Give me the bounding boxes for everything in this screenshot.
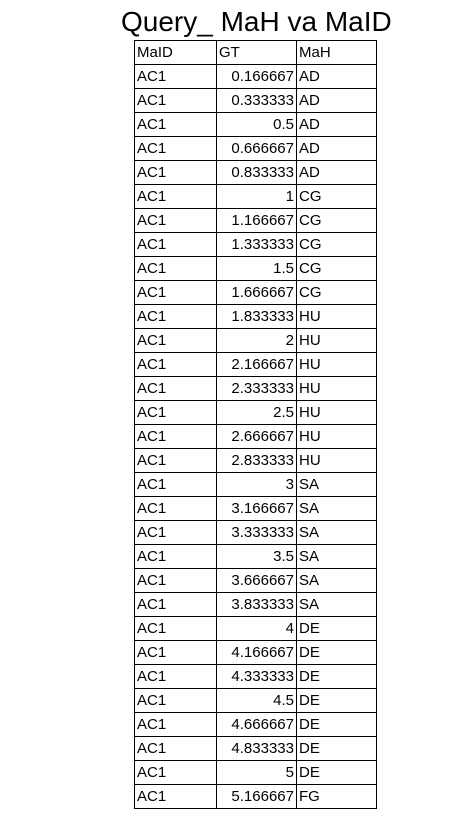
cell-mah: HU [297,425,377,449]
cell-maid: AC1 [135,209,217,233]
cell-gt: 3.666667 [217,569,297,593]
cell-mah: SA [297,473,377,497]
table-row [135,281,377,305]
cell-maid: AC1 [135,689,217,713]
cell-maid: AC1 [135,761,217,785]
table-row [135,209,377,233]
cell-gt: 0.166667 [217,65,297,89]
cell-mah: DE [297,761,377,785]
table-row [135,329,377,353]
cell-mah: AD [297,89,377,113]
cell-maid: AC1 [135,401,217,425]
cell-maid: AC1 [135,665,217,689]
cell-gt: 4 [217,617,297,641]
table-row [135,713,377,737]
table-row [135,473,377,497]
cell-gt: 2.166667 [217,353,297,377]
cell-maid: AC1 [135,593,217,617]
cell-mah: DE [297,713,377,737]
cell-mah: HU [297,353,377,377]
table-row [135,497,377,521]
cell-maid: AC1 [135,425,217,449]
cell-gt: 0.5 [217,113,297,137]
table-row [135,353,377,377]
cell-mah: AD [297,161,377,185]
table-row [135,641,377,665]
cell-gt: 3 [217,473,297,497]
table-row [135,617,377,641]
cell-gt: 4.333333 [217,665,297,689]
cell-mah: CG [297,185,377,209]
cell-maid: AC1 [135,497,217,521]
query-table [134,40,377,809]
cell-mah: SA [297,593,377,617]
cell-gt: 0.333333 [217,89,297,113]
cell-maid: AC1 [135,617,217,641]
cell-maid: AC1 [135,353,217,377]
cell-mah: SA [297,521,377,545]
cell-mah: HU [297,377,377,401]
cell-gt: 2.833333 [217,449,297,473]
cell-maid: AC1 [135,521,217,545]
cell-gt: 1.833333 [217,305,297,329]
cell-mah: DE [297,689,377,713]
cell-gt: 1.666667 [217,281,297,305]
table-row [135,521,377,545]
header-maid: MaID [135,41,217,65]
cell-mah: SA [297,545,377,569]
table-row [135,377,377,401]
table-row [135,737,377,761]
table-row [135,569,377,593]
cell-mah: AD [297,65,377,89]
cell-gt: 2.666667 [217,425,297,449]
cell-gt: 4.666667 [217,713,297,737]
cell-gt: 4.166667 [217,641,297,665]
table-row [135,89,377,113]
cell-maid: AC1 [135,65,217,89]
table-row [135,305,377,329]
cell-mah: AD [297,113,377,137]
header-gt: GT [217,41,297,65]
table-row [135,545,377,569]
cell-maid: AC1 [135,713,217,737]
table-row [135,665,377,689]
table-body [135,41,377,809]
cell-gt: 2.5 [217,401,297,425]
cell-mah: HU [297,329,377,353]
cell-maid: AC1 [135,785,217,809]
cell-maid: AC1 [135,89,217,113]
cell-mah: DE [297,665,377,689]
cell-mah: FG [297,785,377,809]
cell-maid: AC1 [135,305,217,329]
cell-gt: 3.833333 [217,593,297,617]
cell-gt: 5.166667 [217,785,297,809]
table-row [135,425,377,449]
cell-gt: 1 [217,185,297,209]
table-row [135,593,377,617]
table-row [135,257,377,281]
cell-maid: AC1 [135,257,217,281]
cell-maid: AC1 [135,329,217,353]
cell-gt: 1.166667 [217,209,297,233]
cell-mah: CG [297,233,377,257]
cell-maid: AC1 [135,641,217,665]
cell-gt: 1.333333 [217,233,297,257]
cell-maid: AC1 [135,377,217,401]
header-row [135,41,377,65]
cell-maid: AC1 [135,185,217,209]
cell-mah: DE [297,641,377,665]
table-row [135,449,377,473]
cell-gt: 5 [217,761,297,785]
cell-mah: SA [297,497,377,521]
cell-gt: 4.5 [217,689,297,713]
cell-maid: AC1 [135,161,217,185]
table-row [135,233,377,257]
cell-maid: AC1 [135,473,217,497]
cell-mah: HU [297,449,377,473]
cell-maid: AC1 [135,281,217,305]
table-row [135,65,377,89]
header-mah: MaH [297,41,377,65]
cell-mah: AD [297,137,377,161]
cell-maid: AC1 [135,233,217,257]
page-title: Query_ MaH va MaID [121,6,392,37]
cell-gt: 4.833333 [217,737,297,761]
cell-mah: HU [297,305,377,329]
cell-gt: 0.666667 [217,137,297,161]
cell-mah: DE [297,617,377,641]
table-row [135,137,377,161]
cell-maid: AC1 [135,449,217,473]
cell-maid: AC1 [135,545,217,569]
cell-mah: SA [297,569,377,593]
cell-maid: AC1 [135,569,217,593]
table-row [135,113,377,137]
cell-gt: 3.333333 [217,521,297,545]
table-row [135,761,377,785]
table-row [135,185,377,209]
cell-mah: CG [297,257,377,281]
cell-mah: HU [297,401,377,425]
cell-maid: AC1 [135,137,217,161]
cell-mah: CG [297,281,377,305]
cell-gt: 3.5 [217,545,297,569]
table-row [135,785,377,809]
table-row [135,401,377,425]
table-row [135,689,377,713]
cell-mah: DE [297,737,377,761]
cell-gt: 1.5 [217,257,297,281]
cell-maid: AC1 [135,113,217,137]
cell-maid: AC1 [135,737,217,761]
cell-gt: 0.833333 [217,161,297,185]
cell-gt: 3.166667 [217,497,297,521]
cell-gt: 2.333333 [217,377,297,401]
table-row [135,161,377,185]
cell-gt: 2 [217,329,297,353]
cell-mah: CG [297,209,377,233]
